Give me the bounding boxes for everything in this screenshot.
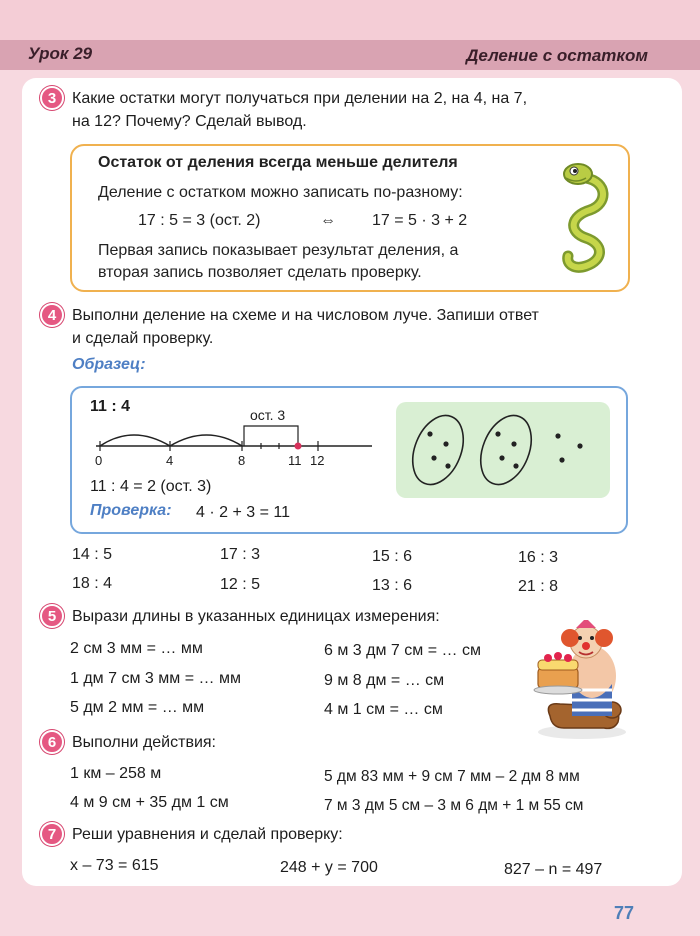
action-left-2: 4 м 9 см + 35 дм 1 см	[70, 794, 229, 811]
equation-3: 827 – n = 497	[504, 861, 603, 878]
task-6-badge: 6	[40, 730, 64, 754]
task-7-badge: 7	[40, 822, 64, 846]
equivalence-symbol: ⇔	[320, 212, 336, 229]
sample-label: Образец:	[72, 356, 146, 373]
task-3-line-1: Какие остатки могут получаться при делении на 2, на 4, на 7,	[72, 90, 528, 107]
length-left-3: 5 дм 2 мм = … мм	[70, 699, 205, 716]
exercise-4-r1-c4: 16 : 3	[518, 549, 559, 566]
page-number: 77	[614, 903, 635, 923]
grouping-scheme	[396, 402, 610, 498]
exercise-4-r1-c2: 17 : 3	[220, 546, 261, 563]
action-right-2: 7 м 3 дм 5 см – 3 м 6 дм + 1 м 55 см	[324, 797, 584, 814]
task-7-line-1: Реши уравнения и сделай проверку:	[72, 826, 343, 843]
task-4-badge: 4	[40, 303, 64, 327]
clown-cake-illustration	[524, 620, 640, 742]
check-label: Проверка:	[90, 502, 172, 519]
rule-box	[70, 144, 630, 292]
task-4-line-1: Выполни деление на схеме и на числовом луче. Запиши ответ	[72, 307, 539, 324]
action-right-1: 5 дм 83 мм + 9 см 7 мм – 2 дм 8 мм	[324, 768, 580, 785]
check-expression: 4 · 2 + 3 = 11	[196, 504, 290, 521]
task-3-badge: 3	[40, 86, 64, 110]
formula-left: 17 : 5 = 3 (ост. 2)	[138, 212, 261, 229]
axis-label-0: 0	[95, 453, 103, 468]
axis-label-4: 4	[166, 453, 174, 468]
exercise-4-r1-c1: 14 : 5	[72, 546, 113, 563]
snake-illustration	[556, 160, 618, 278]
task-5-badge: 5	[40, 604, 64, 628]
formula-right: 17 = 5 · 3 + 2	[372, 212, 468, 229]
rule-line-1: Деление с остатком можно записать по-разному:	[98, 184, 463, 201]
length-right-3: 4 м 1 см = … см	[324, 701, 443, 718]
axis-label-11: 11	[288, 453, 302, 468]
exercise-4-r2-c3: 13 : 6	[372, 577, 413, 594]
action-left-1: 1 км – 258 м	[70, 765, 162, 782]
length-left-2: 1 дм 7 см 3 мм = … мм	[70, 670, 241, 687]
top-strip	[0, 0, 700, 40]
exercise-4-r1-c3: 15 : 6	[372, 548, 413, 565]
number-line-point	[295, 443, 302, 450]
rule-line-3: Первая запись показывает результат деления, а	[98, 242, 459, 259]
length-right-2: 9 м 8 дм = … см	[324, 672, 445, 689]
task-6-line-1: Выполни действия:	[72, 734, 216, 751]
exercise-4-r2-c2: 12 : 5	[220, 576, 261, 593]
task-3-line-2: на 12? Почему? Сделай вывод.	[72, 113, 307, 130]
rule-title: Остаток от деления всегда меньше делителя	[98, 154, 458, 171]
length-right-1: 6 м 3 дм 7 см = … см	[324, 642, 481, 659]
group-oval-1	[403, 408, 473, 492]
sample-expression: 11 : 4	[90, 398, 131, 415]
rule-line-4: вторая запись позволяет сделать проверку.	[98, 264, 422, 281]
sample-answer: 11 : 4 = 2 (ост. 3)	[90, 478, 212, 495]
equation-1: x – 73 = 615	[70, 857, 159, 874]
lesson-label: Урок 29	[28, 44, 93, 63]
exercise-4-r2-c4: 21 : 8	[518, 578, 559, 595]
task-4-line-2: и сделай проверку.	[72, 330, 214, 347]
grouping-scheme-panel	[396, 402, 610, 498]
remainder-label: ост. 3	[250, 407, 286, 423]
group-oval-2	[471, 408, 541, 492]
sample-box	[70, 386, 628, 534]
equation-2: 248 + y = 700	[280, 859, 378, 876]
lesson-topic: Деление с остатком	[466, 46, 648, 65]
number-line	[72, 388, 392, 468]
task-5-line-1: Вырази длины в указанных единицах измерения:	[72, 608, 440, 625]
axis-label-8: 8	[238, 453, 246, 468]
length-left-1: 2 см 3 мм = … мм	[70, 640, 203, 657]
exercise-4-r2-c1: 18 : 4	[72, 575, 113, 592]
axis-label-12: 12	[310, 453, 325, 468]
